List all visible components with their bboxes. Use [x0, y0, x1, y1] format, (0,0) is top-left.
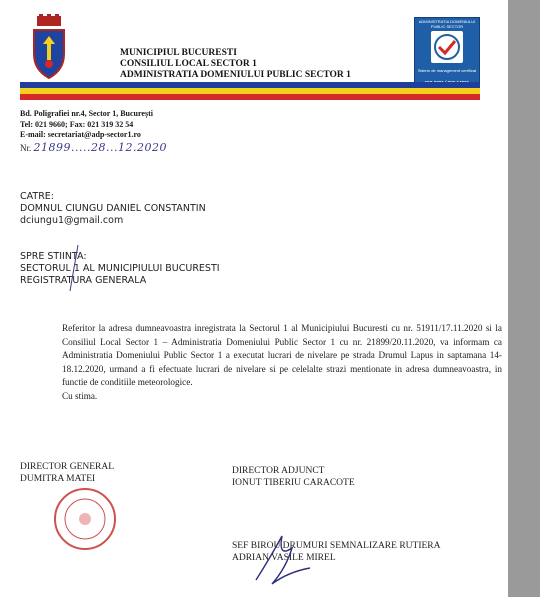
bucharest-coat-of-arms-icon	[28, 14, 70, 82]
director-adjunct-title: DIRECTOR ADJUNCT	[232, 466, 325, 476]
official-stamp-icon	[52, 486, 118, 552]
cert-middle-text: Sistem de management certificat	[417, 68, 477, 73]
header-line-3: ADMINISTRATIA DOMENIULUI PUBLIC SECTOR 1	[120, 70, 351, 80]
cc-block	[20, 251, 220, 287]
contact-phone: Tel: 021 9660; Fax: 021 319 32 54	[20, 119, 134, 129]
recipient-email: dciungu1@gmail.com	[20, 215, 124, 226]
cert-top-text: ADMINISTRATIA DOMENIULUI PUBLIC SECTOR	[418, 19, 476, 29]
registration-number	[20, 141, 167, 154]
scan-edge	[508, 0, 540, 597]
cc-label: SPRE STIINTA:	[20, 251, 87, 262]
contact-block	[20, 109, 153, 141]
cc-line-2: REGISTRATURA GENERALA	[20, 275, 147, 286]
director-general-name: DUMITRA MATEI	[20, 473, 96, 484]
recipient-block	[20, 191, 206, 227]
header-line-2: CONSILIUL LOCAL SECTOR 1	[120, 59, 257, 69]
institution-header	[120, 48, 351, 81]
handwritten-signature-icon	[248, 528, 318, 588]
band-red	[20, 94, 480, 100]
registration-handwritten: 21899.....28...12.2020	[33, 141, 167, 154]
recipient-name: DOMNUL CIUNGU DANIEL CONSTANTIN	[20, 203, 206, 214]
handwritten-strike-mark	[60, 243, 90, 293]
body-closing: Cu stima.	[62, 390, 98, 401]
body-paragraph: Referitor la adresa dumneavoastra inregistrata la Sectorul 1 al Municipiului Bucuresti cu nr. 51911/17.11.2020 si la Consiliul Local Sector 1 – Administratia Domeniului Public Sector 1 cu nr. 21899/20.11.2020, va informam ca Administratia Domeniului Public Sector 1 a executat lucrari de nivelare pe strada Drumul Lapus in saptamana 14-18.12.2020, urmand a fi efectuate lucrari de nivelare si pe celelalte strazi mentionate in adresa dumneavoastra, in functie de conditiile meteorologice.	[62, 323, 502, 388]
tricolor-band	[20, 82, 480, 102]
sef-birou-name: ADRIAN VASILE MIREL	[232, 552, 336, 563]
contact-address: Bd. Poligrafiei nr.4, Sector 1, București	[20, 109, 153, 118]
director-adjunct-name: IONUT TIBERIU CARACOTE	[232, 477, 355, 488]
contact-email: E-mail: secretariat@adp-sector1.ro	[20, 130, 141, 139]
signature-director-general	[20, 462, 114, 485]
sef-birou-title: SEF BIROU DRUMURI SEMNALIZARE RUTIERA	[232, 541, 441, 551]
header-line-1: MUNICIPIUL BUCURESTI	[120, 48, 237, 58]
cc-line-1: SECTORUL 1 AL MUNICIPIULUI BUCURESTI	[20, 263, 220, 274]
director-general-title: DIRECTOR GENERAL	[20, 462, 115, 472]
recipient-label: CATRE:	[20, 191, 55, 202]
certification-badge	[414, 17, 480, 88]
signature-director-adjunct	[232, 466, 355, 489]
letter-body	[62, 322, 502, 404]
registration-prefix: Nr.	[20, 143, 32, 153]
certification-logo-icon	[431, 31, 463, 63]
